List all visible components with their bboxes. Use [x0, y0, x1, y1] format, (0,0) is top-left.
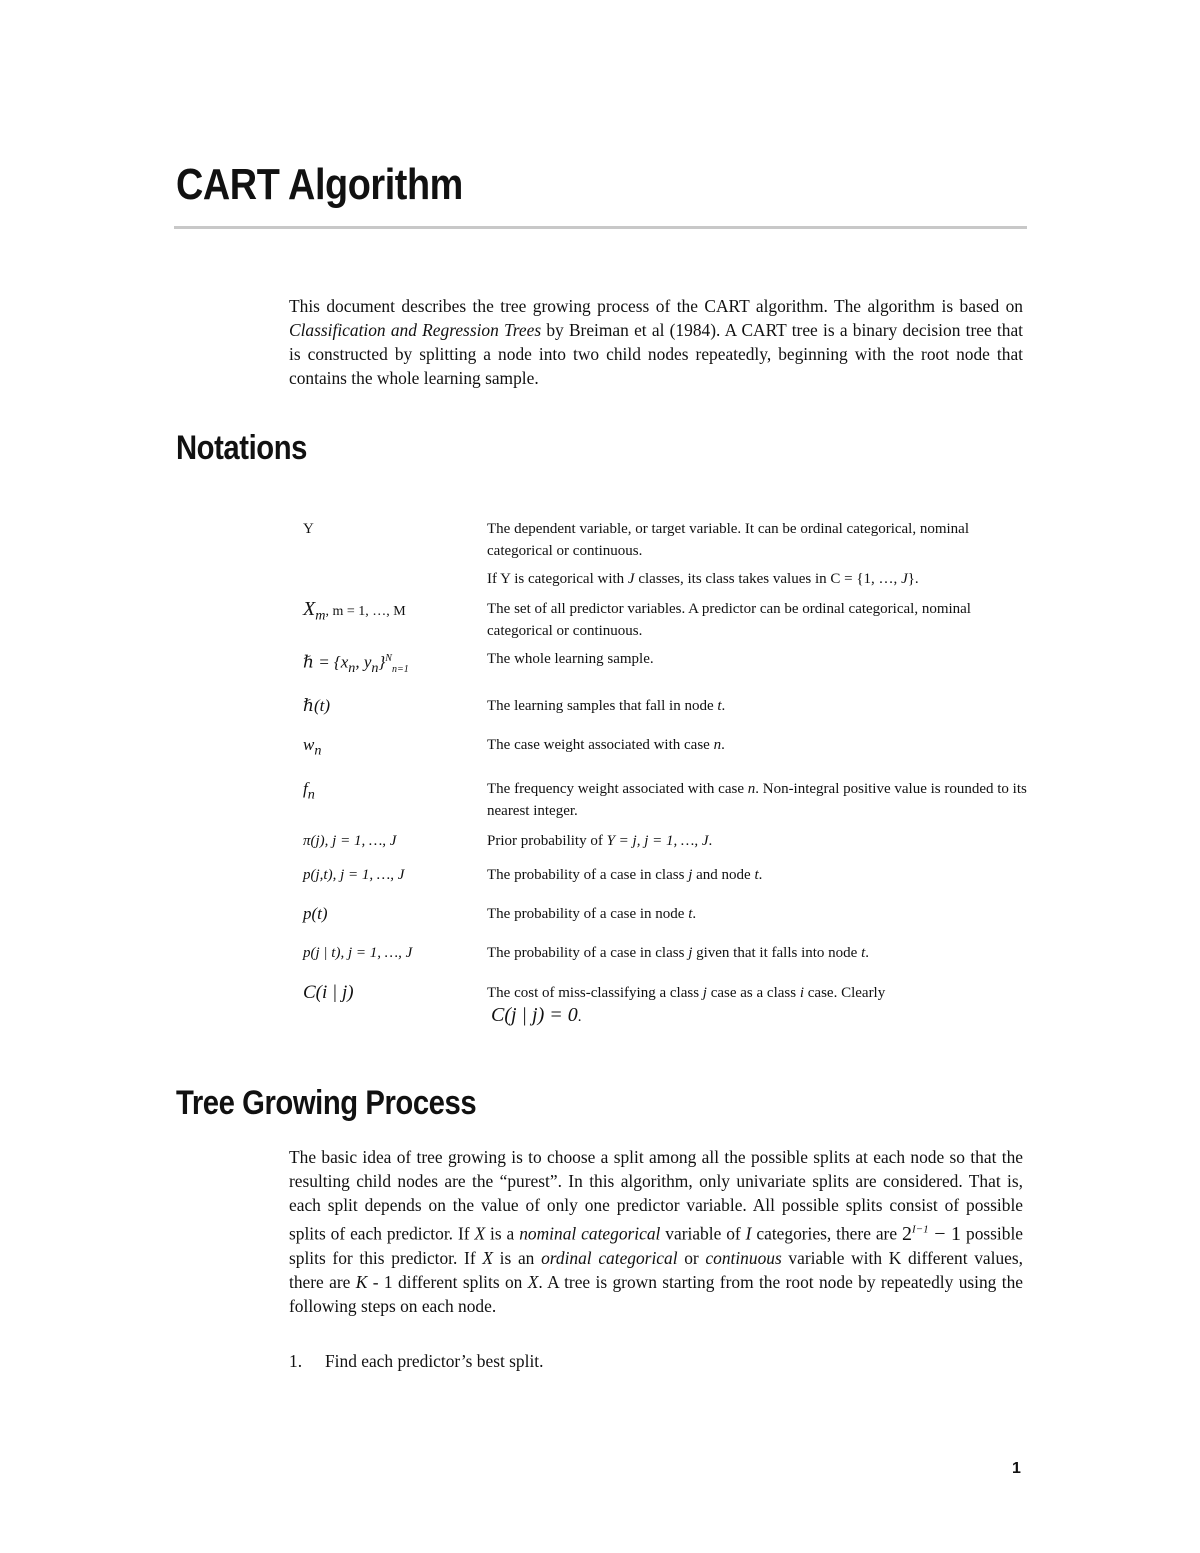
- notation-symbol: C(i | j): [303, 982, 354, 1003]
- notation-row: [303, 830, 1033, 864]
- notation-row: [303, 568, 1033, 598]
- notation-desc: The case weight associated with case n.: [487, 737, 725, 753]
- notation-symbol: ℏ = {$x_n$, $y_n\}^N_{n=1}$: [303, 652, 409, 677]
- page-number: 1: [1012, 1460, 1021, 1477]
- intro-text-1: This document describes the tree growing process of the CART algorithm. The algorithm is based on: [289, 296, 1023, 316]
- intro-paragraph: [289, 294, 1023, 390]
- notation-desc: The whole learning sample.: [487, 651, 654, 667]
- notation-row: [303, 598, 1033, 648]
- notation-desc: The probability of a case in node t.: [487, 906, 697, 922]
- notation-symbol: p(t): [303, 904, 328, 923]
- notation-row: [303, 695, 1033, 734]
- notation-table: [303, 518, 1033, 1032]
- page-title: CART Algorithm: [176, 160, 463, 209]
- notation-desc: The probability of a case in class j given that it falls into node t.: [487, 945, 870, 961]
- notation-symbol: π(j), j = 1, …, J: [303, 833, 397, 849]
- notation-symbol: $w_n$: [303, 735, 322, 759]
- notation-desc: The set of all predictor variables. A predictor can be ordinal categorical, nominal categorical or continuous.: [487, 601, 971, 639]
- notation-row: [303, 734, 1033, 778]
- step-number: 1.: [289, 1351, 303, 1371]
- notation-symbol: $X_m$, m = 1, …, M: [303, 598, 406, 624]
- notation-row: [303, 648, 1033, 695]
- notation-row: [303, 982, 1033, 1032]
- notation-row: [303, 864, 1033, 903]
- notation-desc: The dependent variable, or target variable. It can be ordinal categorical, nominal categorical or continuous.: [487, 521, 970, 559]
- notation-row: [303, 903, 1033, 942]
- notation-row: [303, 942, 1033, 982]
- notation-desc: The learning samples that fall in node t.: [487, 698, 726, 714]
- notation-desc: The frequency weight associated with case n. Non-integral positive value is rounded to its nearest integer.: [487, 781, 1027, 819]
- notation-symbol: $f_n$: [303, 779, 315, 803]
- formula-c-jj: C(j | j) = 0: [491, 1004, 578, 1026]
- tree-growing-paragraph: The basic idea of tree growing is to choose a split among all the possible splits at each node so that the resulting child nodes are the “purest”. In this algorithm, only univariate splits are considered. That is, each split depends on the value of only one predictor variable. All possible splits consist of possible splits of each predictor. If X is a nominal categorical variable of I categories, there are $2^{I-1} - 1$ possible splits for this predictor. If X is an ordinal categorical or continuous variable with K different values, there are K - 1 different splits on X. A tree is grown starting from the root node by repeatedly using the following steps on each node.: [289, 1147, 1024, 1316]
- notation-symbol: ℏ(t): [303, 696, 330, 715]
- title-rule: [174, 226, 1027, 229]
- step-text: Find each predictor’s best split.: [325, 1351, 544, 1371]
- notation-symbol: Y: [303, 521, 314, 537]
- notation-row: [303, 518, 1033, 568]
- notation-desc: The cost of miss-classifying a class j case as a class i case. Clearly C(j | j) = 0.: [487, 985, 886, 1026]
- formula-splits: $2^{I-1} - 1$: [902, 1222, 962, 1245]
- notation-symbol: p(j | t), j = 1, …, J: [303, 945, 413, 961]
- section-heading-tree-growing: Tree Growing Process: [176, 1084, 477, 1122]
- notation-desc: If Y is categorical with J classes, its class takes values in C = {1, …, J}.: [487, 571, 919, 587]
- notation-desc: The probability of a case in class j and node t.: [487, 867, 763, 883]
- book-title: Classification and Regression Trees: [289, 320, 542, 340]
- notation-row: [303, 778, 1033, 830]
- step-item: [289, 1349, 543, 1373]
- notation-symbol: p(j,t), j = 1, …, J: [303, 867, 405, 883]
- notation-desc: Prior probability of Y = j, j = 1, …, J.: [487, 833, 713, 849]
- intro-text-2: by Breiman et al (1984). A CART tree is a binary decision tree that is constructed by splitting a node into two child nodes repeatedly, beginning with the root node that contains the whole learning sample.: [289, 320, 1023, 388]
- section-heading-notations: Notations: [176, 429, 307, 467]
